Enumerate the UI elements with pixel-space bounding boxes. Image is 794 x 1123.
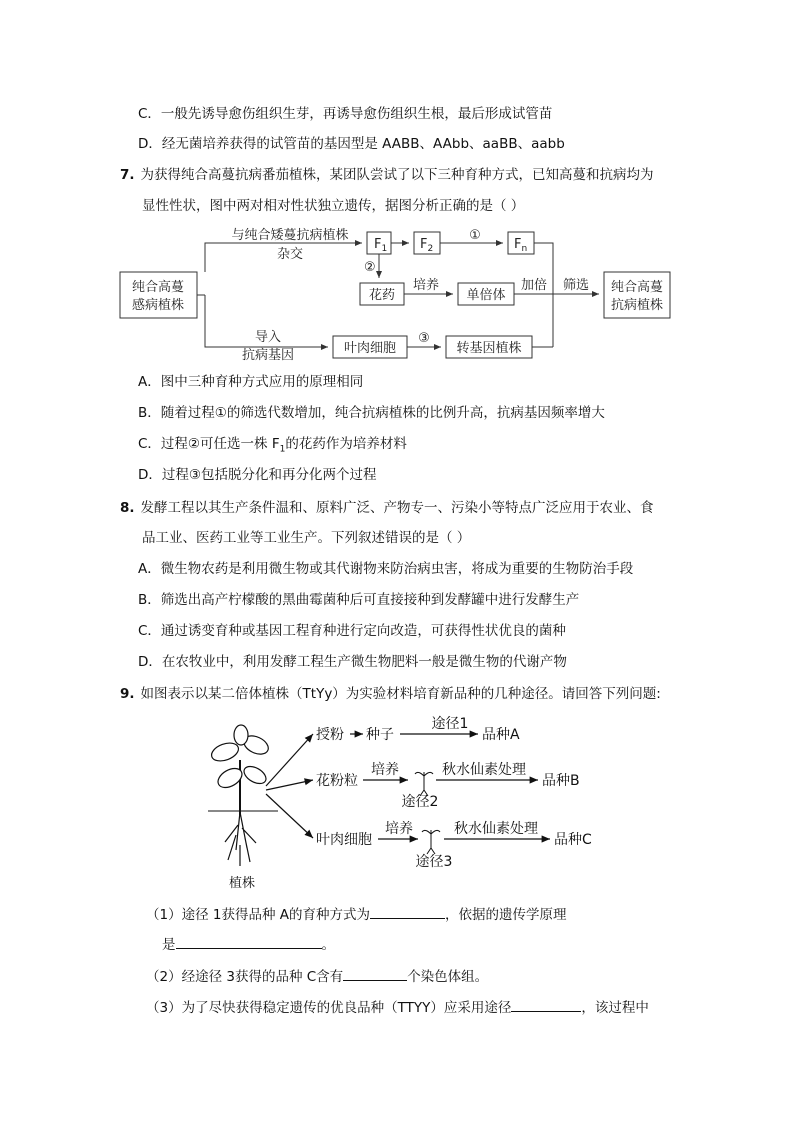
q8-option-c: C．通过诱变育种或基因工程育种进行定向改造，可获得性状优良的菌种 xyxy=(138,623,566,639)
start-box-line2: 感病植株 xyxy=(131,298,185,313)
q7-breeding-diagram xyxy=(0,222,794,362)
haploid-label: 单倍体 xyxy=(466,288,506,303)
process-2-marker: ② xyxy=(364,260,376,275)
resistance-gene-label: 抗病基因 xyxy=(241,348,295,362)
seedling-icons xyxy=(415,772,440,854)
seed-label: 种子 xyxy=(366,727,394,743)
q9-number: 9. xyxy=(120,686,135,702)
label-cross-with: 与纯合矮蔓抗病植株 xyxy=(231,228,349,243)
q7-option-a: A．图中三种育种方式应用的原理相同 xyxy=(138,374,364,390)
import-label: 导入 xyxy=(254,330,282,345)
route3-label: 途径3 xyxy=(415,854,453,870)
variety-b-label: 品种B xyxy=(542,773,580,789)
q7-stem-text: 为获得纯合高蔓抗病番茄植株，某团队尝试了以下三种育种方式，已知高蔓和抗病均为 xyxy=(140,167,654,183)
colchicine-label-1: 秋水仙素处理 xyxy=(442,762,526,778)
end-box-line2: 抗病植株 xyxy=(610,298,664,313)
anther-label: 花药 xyxy=(368,288,396,303)
q9-stem-text: 如图表示以某二倍体植株（TtYy）为实验材料培育新品种的几种途径。请回答下列问题: xyxy=(140,686,661,702)
q9-sub2: （2）经途径 3获得的品种 C含有 个染色体组。 xyxy=(146,966,488,987)
q9-sub2-blank[interactable] xyxy=(343,966,407,981)
q9-sub3: （3）为了尽快获得稳定遗传的优良品种（TTYY）应采用途径 ，该过程中 xyxy=(146,997,649,1018)
fn-label: $F_n$ xyxy=(514,237,528,254)
route2-label: 途径2 xyxy=(401,794,439,810)
f2-label: $F_2$ xyxy=(420,237,434,254)
plant-label: 植株 xyxy=(228,876,256,891)
culture-label-1: 培养 xyxy=(371,762,399,778)
q7-option-b: B．随着过程①的筛选代数增加，纯合抗病植株的比例升高，抗病基因频率增大 xyxy=(138,405,605,421)
transgenic-label: 转基因植株 xyxy=(456,341,522,356)
q9-sub1-blank-a[interactable] xyxy=(370,904,445,919)
q8-option-d: D．在农牧业中，利用发酵工程生产微生物肥料一般是微生物的代谢产物 xyxy=(138,654,567,670)
q9-stem xyxy=(120,684,661,704)
q8-number: 8. xyxy=(120,500,135,516)
q9-sub1-blank-b[interactable] xyxy=(176,934,322,949)
q9-sub1-line2: 是 。 xyxy=(162,934,335,955)
q9-sub3-blank[interactable] xyxy=(511,997,581,1012)
route1-label: 途径1 xyxy=(431,716,469,732)
f1-label: $F_1$ xyxy=(374,237,388,254)
q7-stem-line2: 显性性状，图中两对相对性状独立遗传，据图分析正确的是（ ） xyxy=(142,198,525,214)
q8-option-b: B．筛选出高产柠檬酸的黑曲霉菌种后可直接接种到发酵罐中进行发酵生产 xyxy=(138,592,580,608)
arrow-to-pollination xyxy=(266,734,313,786)
start-box-line1: 纯合高蔓 xyxy=(131,280,185,295)
variety-a-label: 品种A xyxy=(482,727,520,743)
select-label: 筛选 xyxy=(562,278,590,293)
q8-option-a: A．微生物农药是利用微生物或其代谢物来防治病虫害，将成为重要的生物防治手段 xyxy=(138,561,634,577)
q8-stem-line1 xyxy=(120,498,654,518)
end-box-line1: 纯合高蔓 xyxy=(610,280,664,295)
q9-sub1-line1: （1）途径 1获得品种 A的育种方式为 ，依据的遗传学原理 xyxy=(146,904,567,925)
culture-label-2: 培养 xyxy=(385,821,413,837)
line-fn-merge xyxy=(534,243,553,347)
q6-option-c: C．一般先诱导愈伤组织生芽，再诱导愈伤组织生根，最后形成试管苗 xyxy=(138,106,553,122)
q7-stem-line1 xyxy=(120,165,654,185)
q7-number: 7. xyxy=(120,167,135,183)
q9-breeding-diagram xyxy=(0,710,794,896)
leaf-cell-label: 叶肉细胞 xyxy=(316,832,372,848)
q7-option-c: C．过程②可任选一株 $F_1$的花药作为培养材料 xyxy=(138,436,407,455)
label-cross: 杂交 xyxy=(276,247,304,262)
double-label: 加倍 xyxy=(520,278,548,293)
q8-stem-text: 发酵工程以其生产条件温和、原料广泛、产物专一、污染小等特点广泛应用于农业、食 xyxy=(140,500,654,516)
process-3-marker: ③ xyxy=(418,331,430,346)
pollination-label: 授粉 xyxy=(316,727,344,743)
q6-option-d: D．经无菌培养获得的试管苗的基因型是 AABB、AAbb、aaBB、aabb xyxy=(138,136,565,152)
mesophyll-label: 叶肉细胞 xyxy=(343,341,397,356)
variety-c-label: 品种C xyxy=(554,832,592,848)
q7-option-d: D．过程③包括脱分化和再分化两个过程 xyxy=(138,467,377,483)
process-1-marker: ① xyxy=(469,228,481,243)
q8-stem-line2: 品工业、医药工业等工业生产。下列叙述错误的是（ ） xyxy=(142,530,471,546)
culture-label: 培养 xyxy=(412,278,440,293)
colchicine-label-2: 秋水仙素处理 xyxy=(454,821,538,837)
arrow-to-pollen xyxy=(266,780,313,790)
pollen-label: 花粉粒 xyxy=(316,773,358,789)
arrow-to-leaf-cell xyxy=(266,794,313,838)
